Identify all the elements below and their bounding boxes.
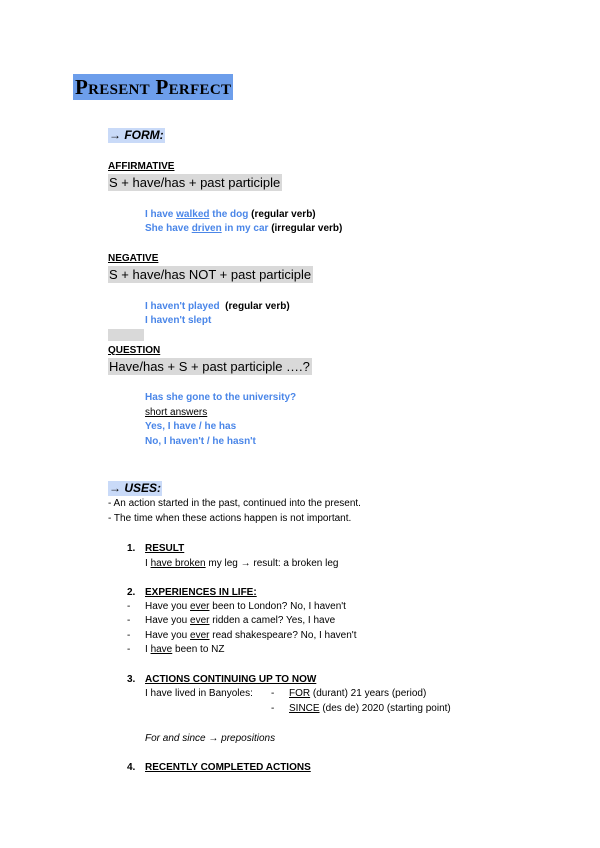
- question-formula: Have/has + S + past participle ….?: [109, 359, 310, 374]
- sub-dash: -: [271, 688, 275, 699]
- affirmative-example-1: I have walked the dog (regular verb): [145, 209, 316, 220]
- negative-label: NEGATIVE: [108, 253, 159, 264]
- bullet-dash: -: [127, 630, 131, 641]
- experience-item: I have been to NZ: [145, 644, 225, 655]
- sub-dash: -: [271, 703, 275, 714]
- highlight-block: [108, 329, 144, 341]
- short-answer-no: No, I haven't / he hasn't: [145, 436, 256, 447]
- negative-example-1: I haven't played (regular verb): [145, 301, 290, 312]
- for-item: FOR (durant) 21 years (period): [289, 688, 427, 699]
- affirmative-formula: S + have/has + past participle: [109, 175, 281, 190]
- bullet-dash: -: [127, 615, 131, 626]
- short-answer-yes: Yes, I have / he has: [145, 421, 237, 432]
- page-title: Present Perfect: [75, 75, 232, 99]
- bullet-dash: -: [127, 644, 131, 655]
- experience-item: Have you ever ridden a camel? Yes, I have: [145, 615, 336, 626]
- uses-intro-1: - An action started in the past, continued into the present.: [108, 498, 361, 509]
- experience-item: Have you ever read shakespeare? No, I haven't: [145, 630, 357, 641]
- verb-participle: driven: [191, 223, 222, 234]
- affirmative-example-2: She have driven in my car (irregular verb): [145, 223, 343, 234]
- negative-formula: S + have/has NOT + past participle: [109, 267, 312, 282]
- result-example: I have broken my leg → result: a broken leg: [145, 558, 339, 569]
- bullet-dash: -: [127, 601, 131, 612]
- uses-intro-2: - The time when these actions happen is not important.: [108, 513, 352, 524]
- since-item: SINCE (des de) 2020 (starting point): [289, 703, 451, 714]
- use-heading-experiences: EXPERIENCES IN LIFE:: [145, 587, 257, 598]
- question-example: Has she gone to the university?: [145, 392, 297, 403]
- use-heading-recent: RECENTLY COMPLETED ACTIONS: [145, 762, 311, 773]
- verb-participle: walked: [176, 209, 210, 220]
- use-number: 1.: [127, 543, 136, 554]
- for-since-note: For and since → prepositions: [145, 733, 276, 744]
- form-heading: → FORM:: [109, 128, 164, 142]
- experience-item: Have you ever been to London? No, I haven't: [145, 601, 346, 612]
- use-number: 3.: [127, 674, 136, 685]
- negative-example-2: I haven't slept: [145, 315, 212, 326]
- use-number: 2.: [127, 587, 136, 598]
- use-heading-continuing: ACTIONS CONTINUING UP TO NOW: [145, 674, 317, 685]
- continuing-lead: I have lived in Banyoles:: [145, 688, 253, 699]
- short-answers-label: short answers: [145, 407, 208, 418]
- question-label: QUESTION: [108, 345, 161, 356]
- use-number: 4.: [127, 762, 136, 773]
- uses-heading: → USES:: [109, 481, 162, 495]
- use-heading-result: RESULT: [145, 543, 185, 554]
- affirmative-label: AFFIRMATIVE: [108, 161, 175, 172]
